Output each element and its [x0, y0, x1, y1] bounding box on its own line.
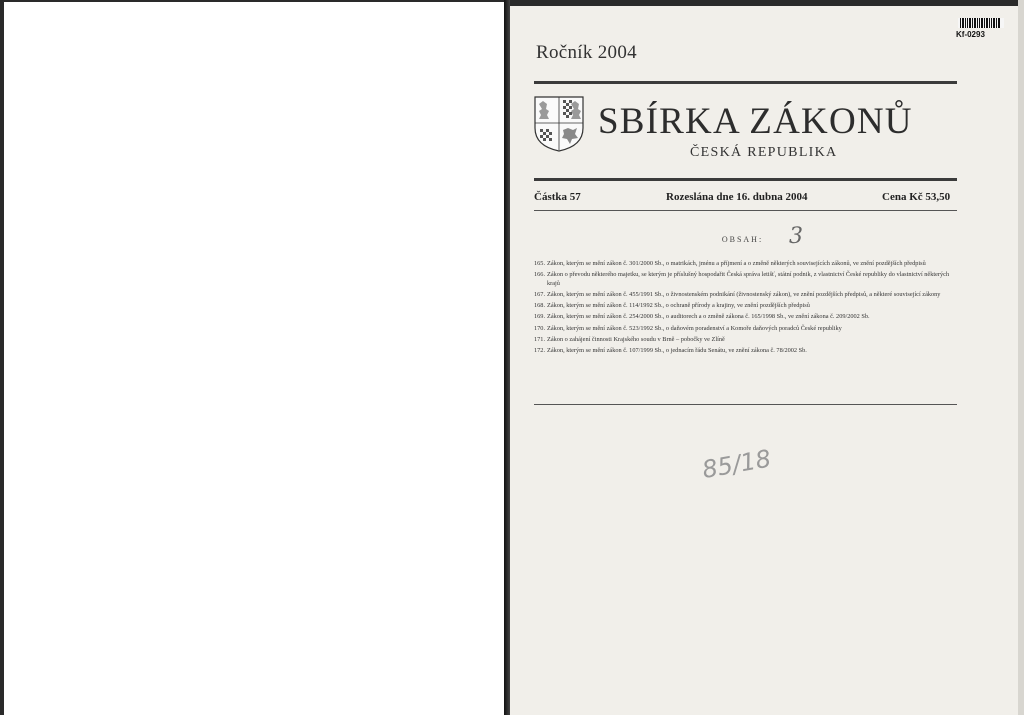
contents-list	[534, 260, 959, 358]
list-item: 169. Zákon, kterým se mění zákon č. 254/2000 Sb., o auditorech a o změně zákona č. 165/1998 Sb., ve znění zákona č. 209/2002 Sb.	[534, 313, 870, 321]
list-item: 171. Zákon o zahájení činnosti Krajského soudu v Brně – pobočky ve Zlíně	[534, 335, 725, 343]
list-item: 167. Zákon, kterým se mění zákon č. 455/1991 Sb., o živnostenském podnikání (živnostenský zákon), ve znění pozdějších předpisů, a některé související zákony	[534, 290, 941, 298]
document-page	[510, 6, 1018, 715]
svg-text:3: 3	[789, 224, 803, 248]
contents-heading: OBSAH:	[721, 235, 764, 244]
list-item: 166. Zákon o převodu některého majetku, se kterým je příslušný hospodařit Česká správa letišť, státní podnik, z vlastnictví České republiky do vlastnictví některých krajů	[534, 271, 950, 287]
state-emblem-icon	[534, 96, 584, 152]
list-item: 172. Zákon, kterým se mění zákon č. 107/1999 Sb., o jednacím řádu Senátu, ve znění zákona č. 78/2002 Sb.	[534, 346, 807, 354]
handwritten-mark	[788, 222, 810, 248]
price: Cena Kč 53,50	[882, 191, 951, 203]
info-bottom-rule	[534, 210, 957, 211]
volume-year: Ročník 2004	[536, 42, 637, 63]
barcode-label: Kf-0293	[956, 30, 985, 39]
blank-left-page	[4, 2, 504, 715]
list-item: 170. Zákon, kterým se mění zákon č. 523/1992 Sb., o daňovém poradenství a Komoře daňových poradců České republiky	[534, 324, 842, 332]
publication-date: Rozeslána dne 16. dubna 2004	[666, 191, 808, 203]
list-item: 168. Zákon, kterým se mění zákon č. 114/1992 Sb., o ochraně přírody a krajiny, ve znění pozdějších předpisů	[534, 302, 810, 310]
part-number: Částka 57	[534, 191, 581, 203]
contents-bottom-rule	[534, 404, 957, 405]
svg-text:85/18: 85/18	[700, 444, 774, 485]
handwritten-note	[698, 424, 788, 504]
list-item: 165. Zákon, kterým se mění zákon č. 301/2000 Sb., o matrikách, jménu a příjmení a o změně některých souvisejících zákonů, ve znění pozdějších předpisů	[534, 260, 926, 267]
top-rule	[534, 81, 957, 84]
page-edge	[1018, 0, 1024, 715]
publication-subtitle: ČESKÁ REPUBLIKA	[690, 145, 838, 160]
info-top-rule	[534, 178, 957, 181]
publication-title: SBÍRKA ZÁKONŮ	[598, 101, 913, 142]
